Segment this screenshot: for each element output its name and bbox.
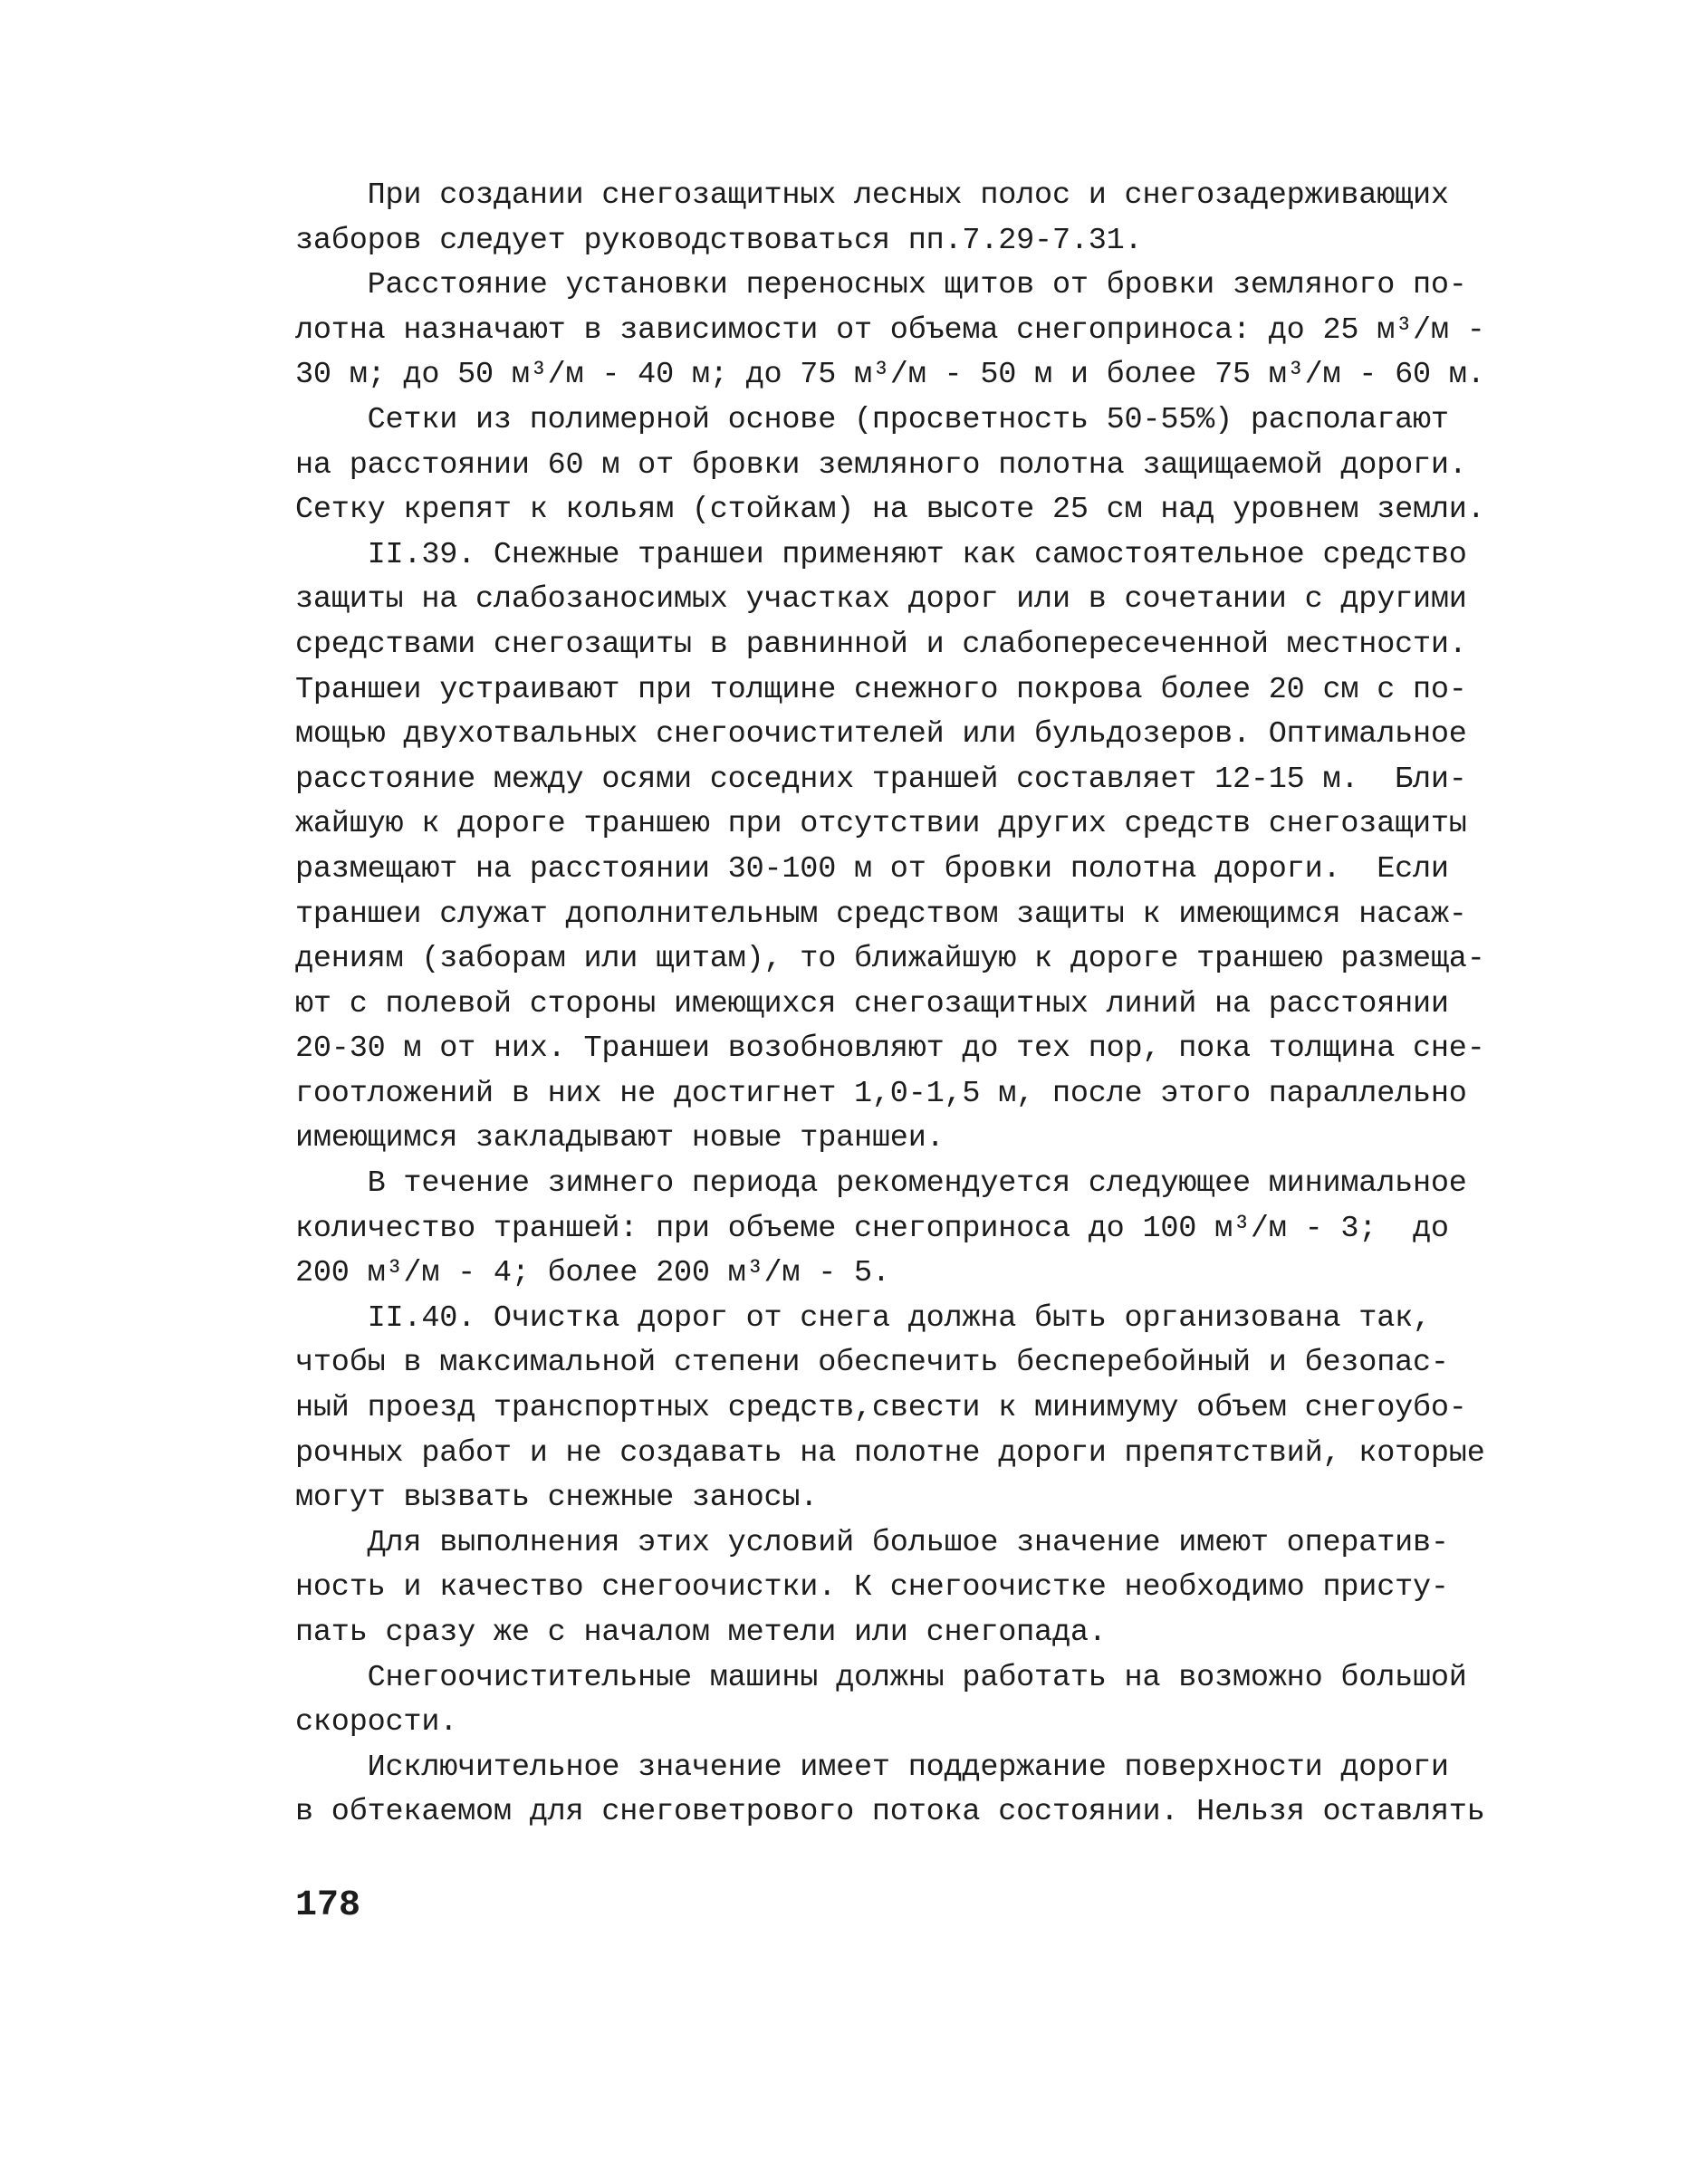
text-line: пать сразу же с началом метели или снегопада.: [295, 1616, 1107, 1650]
text-line: чтобы в максимальной степени обеспечить бесперебойный и безопас-: [295, 1346, 1449, 1381]
text-line: ют с полевой стороны имеющихся снегозащитных линий на расстоянии: [295, 986, 1449, 1021]
text-line: на расстоянии 60 м от бровки земляного полотна защищаемой дороги.: [295, 447, 1467, 483]
text-line: скорости.: [295, 1705, 458, 1741]
text-line: количество траншей: при объеме снегоприноса до 100 м³/м - 3; до: [295, 1211, 1449, 1246]
text-line: 20-30 м от них. Траншеи возобновляют до тех пор, пока толщина сне-: [295, 1031, 1485, 1067]
text-line: гоотложений в них не достигнет 1,0-1,5 м, после этого параллельно: [295, 1076, 1467, 1111]
text-line: заборов следует руководствоваться пп.7.29-7.31.: [295, 223, 1143, 258]
text-line: 30 м; до 50 м³/м - 40 м; до 75 м³/м - 50 м и более 75 м³/м - 60 м.: [295, 358, 1485, 393]
text-line: ный проезд транспортных средств,свести к минимуму объем снегоубо-: [295, 1391, 1467, 1426]
text-line: расстояние между осями соседних траншей составляет 12-15 м. Бли-: [295, 762, 1467, 797]
text-line: траншеи служат дополнительным средством защиты к имеющимся насаж-: [295, 897, 1467, 932]
text-line: имеющимся закладывают новые траншеи.: [295, 1121, 945, 1156]
text-line: При создании снегозащитных лесных полос и снегозадерживающих: [295, 178, 1449, 213]
text-line: В течение зимнего периода рекомендуется следующее минимальное: [295, 1166, 1467, 1202]
text-line: Исключительное значение имеет поддержание поверхности дороги: [295, 1750, 1449, 1785]
text-line: Расстояние установки переносных щитов от бровки земляного по-: [295, 268, 1467, 303]
page-body-text: [295, 174, 1509, 1836]
text-line: II.40. Очистка дорог от снега должна быть организована так,: [295, 1300, 1431, 1336]
text-line: размещают на расстоянии 30-100 м от бровки полотна дороги. Если: [295, 851, 1449, 887]
text-line: в обтекаемом для снеговетрового потока состоянии. Нельзя оставлять: [295, 1795, 1485, 1830]
text-line: ность и качество снегоочистки. К снегоочистке необходимо присту-: [295, 1570, 1449, 1606]
text-line: лотна назначают в зависимости от объема снегоприноса: до 25 м³/м -: [295, 312, 1485, 348]
text-line: рочных работ и не создавать на полотне дороги препятствий, которые: [295, 1435, 1485, 1471]
text-line: Сетки из полимерной основе (просветность 50-55%) располагают: [295, 402, 1449, 437]
text-line: Снегоочистительные машины должны работать на возможно большой: [295, 1660, 1467, 1695]
text-line: Траншеи устраивают при толщине снежного покрова более 20 см с по-: [295, 672, 1467, 707]
page-number: 178: [295, 1885, 361, 1926]
text-line: Для выполнения этих условий большое значение имеют оператив-: [295, 1525, 1449, 1560]
text-line: дениям (заборам или щитам), то ближайшую к дороге траншею размеща-: [295, 942, 1485, 977]
text-line: II.39. Снежные траншеи применяют как самостоятельное средство: [295, 537, 1467, 572]
text-line: Сетку крепят к кольям (стойкам) на высоте 25 см над уровнем земли.: [295, 493, 1485, 528]
text-line: могут вызвать снежные заносы.: [295, 1481, 819, 1516]
text-line: мощью двухотвальных снегоочистителей или бульдозеров. Оптимальное: [295, 717, 1467, 753]
text-line: 200 м³/м - 4; более 200 м³/м - 5.: [295, 1256, 890, 1291]
text-line: защиты на слабозаносимых участках дорог или в сочетании с другими: [295, 582, 1467, 618]
text-line: средствами снегозащиты в равнинной и слабопересеченной местности.: [295, 627, 1467, 662]
text-line: жайшую к дороге траншею при отсутствии других средств снегозащиты: [295, 807, 1467, 842]
